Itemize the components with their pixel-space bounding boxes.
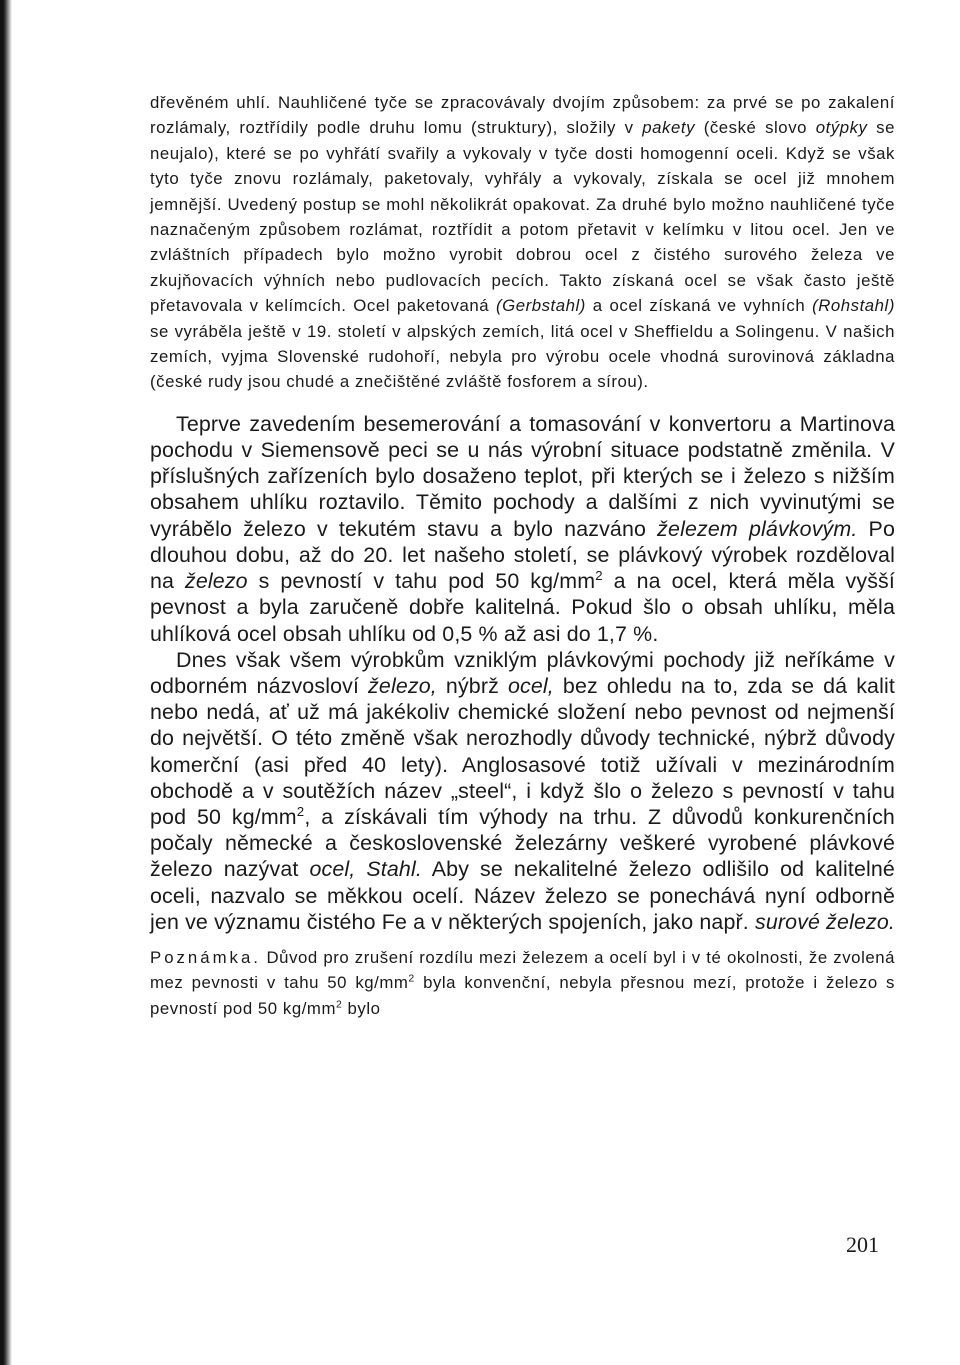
note-label: Poznámka. [150, 947, 261, 967]
italic-term: pakety [642, 118, 696, 138]
italic-term: železo [185, 569, 248, 594]
paragraph-converter-processes [150, 411, 895, 647]
text-run: dřevěném uhlí. Nauhličené tyče se zpracovávaly dvojím způsobem: za prvé se po zakalení rozlámaly, roztřídily podle druhu lomu (struktury), složily v [150, 93, 895, 138]
text-run: a na ocel, která měla vyšší pevnost a byla zaručeně dobře kalitelná. Pokud šlo o obsah uhlíku, měla uhlíková ocel obsah uhlíku od 0,5 % až asi do 1,7 %. [150, 569, 895, 646]
text-run: Dnes však všem výrobkům vzniklým plávkovými pochody již neříkáme v odborném názvosloví [150, 647, 895, 698]
superscript: 2 [595, 567, 603, 583]
text-run: Aby se nekalitelné železo odlišilo od kalitelné oceli, nazvalo se měkkou ocelí. Název železo se ponechává nyní odborně jen ve významu čistého Fe a v některých spojeních, jako např. [150, 857, 895, 934]
text-run: Důvod pro zrušení rozdílu mezi železem a ocelí byl i v té okolnosti, že zvolená mez pevnosti v tahu 50 kg/mm [150, 947, 895, 993]
text-run: , a získávali tím výhody na trhu. Z důvodů konkurenčních počaly německé a československé železárny veškeré vyrobené plávkové železo nazývat [150, 804, 895, 882]
note-paragraph [150, 945, 895, 1021]
superscript: 2 [335, 999, 343, 1011]
superscript: 2 [408, 973, 415, 985]
text-run: byla konvenční, nebyla přesnou mezí, protože i železo s pevností pod 50 kg/mm [150, 973, 895, 1018]
paragraph-terminology [150, 647, 895, 935]
text-run: Po dlouhou dobu, až do 20. let našeho století, se plávkový výrobek rozděloval na [150, 516, 896, 594]
paragraph-steel-history [150, 90, 895, 395]
text-run: nýbrž [436, 673, 508, 698]
scan-binding-edge [0, 0, 12, 1365]
text-run: a ocel získaná ve vyhních [585, 296, 813, 316]
text-run: se neujalo), které se po vyhřátí svařily a vykovaly v tyče dosti homogenní oceli. Když se však tyto tyče znovu rozlámaly, paketovaly, vyhřály a vykovaly, získala se ocel již mnohem jemnější. Uvedený postup se mohl několikrát opakovat. Za druhé bylo možno nauhličené tyče naznačeným způsobem rozlámat, roztřídit a potom přetavit v kelímku v litou ocel. Jen ve zvláštních případech bylo možno vyrobit dobrou ocel z čistého surového železa ve zkujňovacích výhních nebo pudlovacích pecích. Takto získaná ocel se však často ještě přetavovala v kelímcích. Ocel paketovaná [150, 118, 895, 316]
italic-term: ocel, Stahl. [309, 857, 422, 882]
italic-term: ocel, [507, 673, 554, 698]
italic-term: železo, [368, 673, 437, 698]
book-page [150, 90, 895, 1021]
page-number: 201 [846, 1232, 879, 1257]
italic-term: (Gerbstahl) [495, 296, 586, 316]
text-run: s pevností v tahu pod 50 kg/mm [247, 569, 596, 594]
italic-term: otýpky [815, 118, 868, 138]
text-run: (české slovo [695, 118, 816, 138]
text-run: bez ohledu na to, zda se dá kalit nebo nedá, ať už má jakékoliv chemické složení nebo pevnost od nejmenší do největší. O této změně však nerozhodly důvody technické, nýbrž důvody komerční (asi před 40 lety). Anglosasové totiž užívali v mezinárodním obchodě a v soutěžích název „steel“, i když šlo o železo s pevností v tahu pod 50 kg/mm [150, 673, 895, 829]
superscript: 2 [296, 803, 305, 819]
text-run: Teprve zavedením besemerování a tomasování v konvertoru a Martinova pochodu v Siemensově peci se u nás výrobní situace podstatně změnila. V příslušných zařízeních bylo dosaženo teplot, při kterých se i železo s nižším obsahem uhlíku roztavilo. Těmito pochody a dalšími z nich vyvinutými se vyrábělo železo v tekutém stavu a bylo nazváno [150, 411, 895, 541]
italic-term: (Rohstahl) [812, 296, 895, 316]
italic-term: železem plávkovým. [657, 516, 858, 541]
italic-term: surové železo. [754, 909, 896, 934]
text-run: se vyráběla ještě v 19. století v alpských zemích, litá ocel v Sheffieldu a Solingenu. V našich zemích, vyjma Slovenské rudohoří, nebyla pro výrobu ocele vhodná surovinová základna (české rudy jsou chudé a znečištěné zvláště fosforem a sírou). [150, 321, 895, 392]
text-run: bylo [342, 998, 381, 1018]
